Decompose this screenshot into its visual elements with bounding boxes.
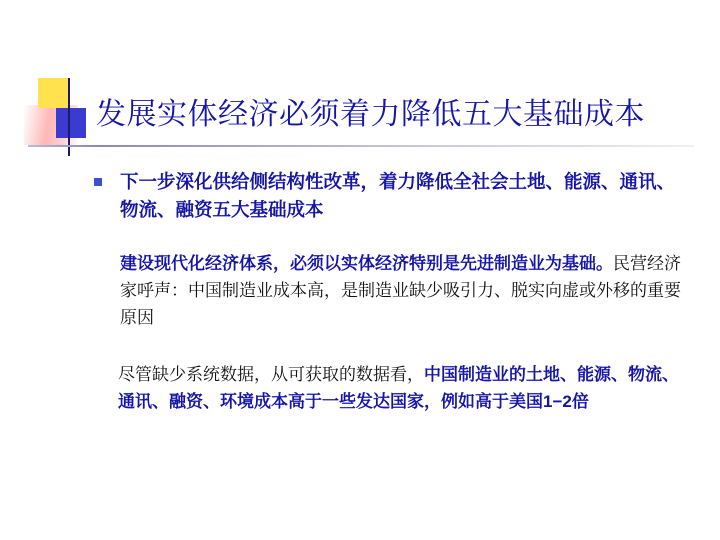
list-item [92, 168, 692, 224]
slide-body [92, 168, 692, 415]
ornament-yellow-square [38, 78, 68, 108]
bullet-level1-text: 下一步深化供给侧结构性改革，着力降低全社会土地、能源、通讯、物流、融资五大基础成本 [120, 171, 676, 220]
paragraph-1-segment-1: 建设现代化经济体系，必须以实体经济特别是先进制造业为基础。 [120, 254, 613, 273]
ornament-blue-square [56, 108, 86, 138]
square-bullet-icon [94, 178, 102, 186]
paragraph-2 [92, 361, 692, 415]
paragraph-2-segment-2: 中国制造业的土地、能源、物流、通讯、融资、环境成本高于一些发达国家，例如高于美国1−2倍 [118, 365, 679, 411]
page-title: 发展实体经济必须着力降低五大基础成本 [96, 98, 645, 131]
paragraph-2-segment-1: 尽管缺少系统数据，从可获取的数据看， [118, 365, 424, 384]
paragraph-1-segment-2: 民营经济家呼声：中国制造业成本高，是制造业缺少吸引力、脱实向虚或外移的重要原因 [120, 254, 681, 327]
title-divider [28, 145, 694, 147]
paragraph-1 [92, 250, 692, 331]
